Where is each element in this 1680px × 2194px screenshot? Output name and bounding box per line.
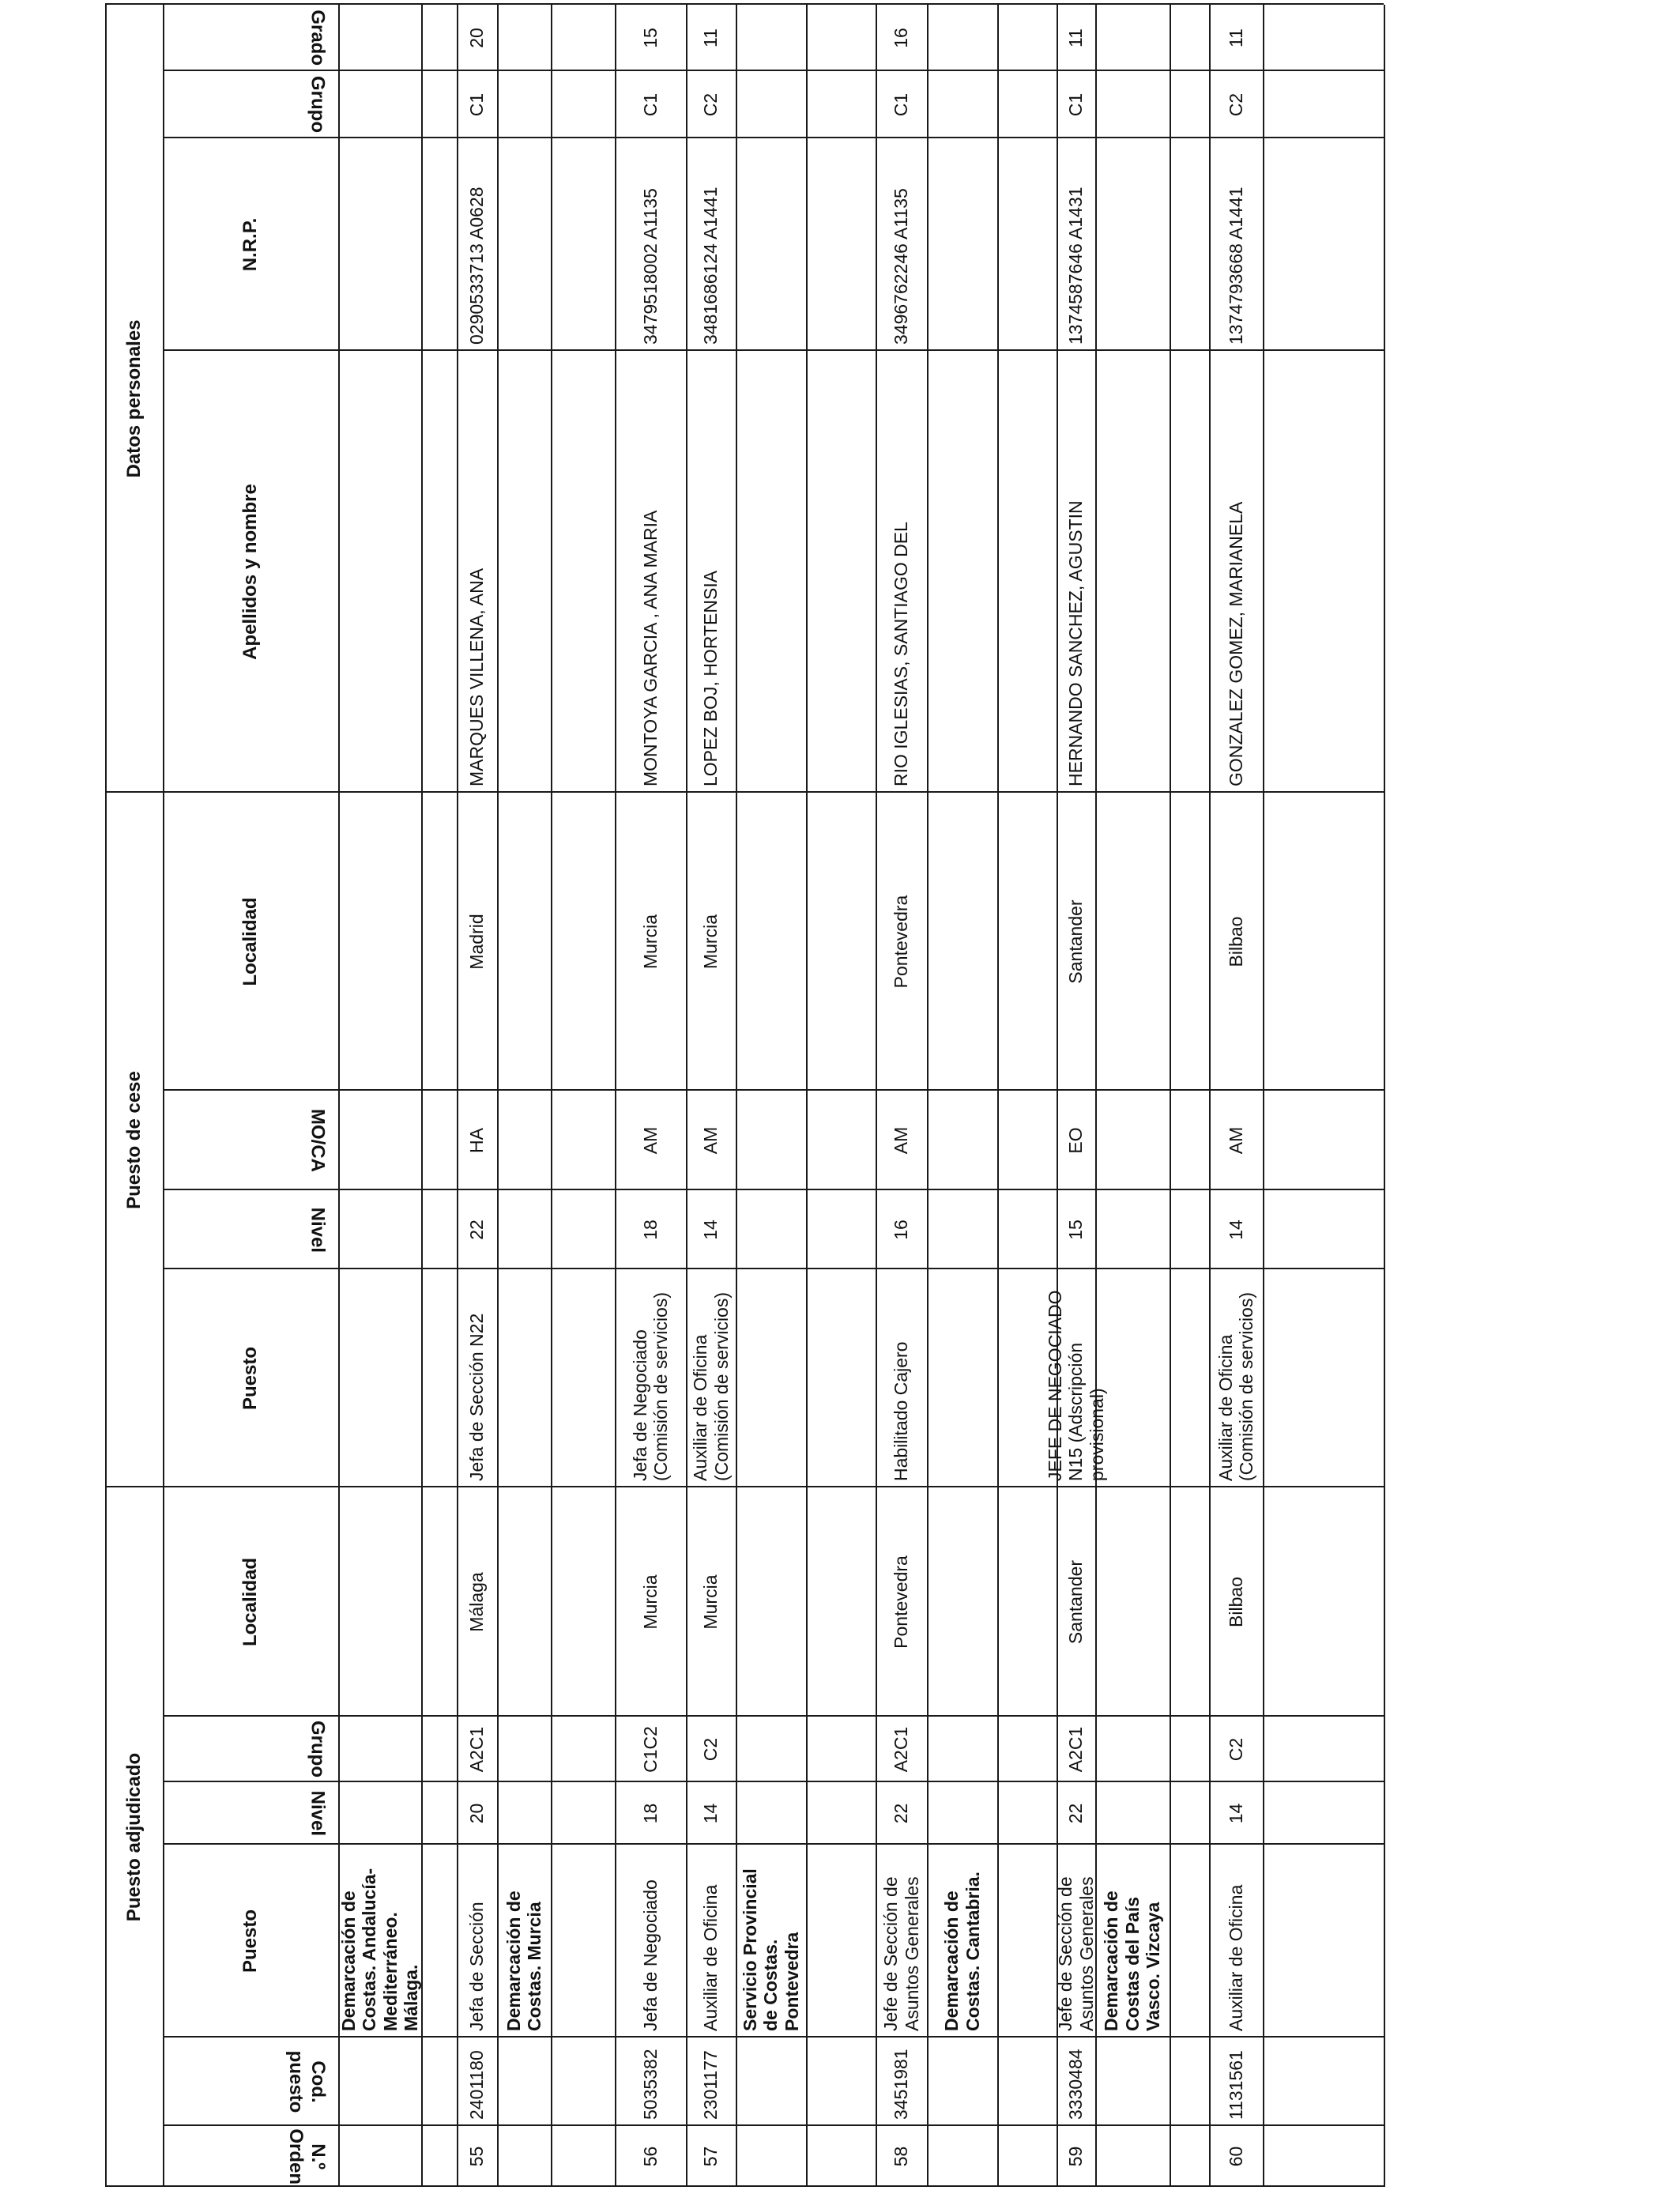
cell-cese-nivel	[457, 1190, 497, 1269]
col-header-cese-puesto-text: Puesto	[239, 1347, 262, 1411]
group-header-adjudicado-text: Puesto adjudicado	[122, 1752, 145, 1922]
col-header-cese-localidad	[163, 793, 338, 1091]
cell-puesto-text: Jefa de Negociado	[639, 1879, 661, 2031]
cell-orden	[615, 2126, 686, 2187]
col-header-p-grupo-text: Grupo	[307, 76, 329, 134]
col-header-nivel	[163, 1782, 338, 1845]
grid-line-vertical	[163, 2124, 1384, 2126]
cell-p-grado	[615, 5, 686, 71]
cell-puesto-text: Jefa de Sección	[466, 1902, 488, 2031]
cell-cese-moca	[1057, 1091, 1095, 1190]
cell-localidad	[876, 1487, 927, 1717]
cell-localidad-text: Pontevedra	[891, 1555, 912, 1649]
cell-orden	[1057, 2126, 1095, 2187]
col-header-n-orden-text: N.º Orden	[285, 2128, 329, 2185]
cell-p-grado-text: 11	[1065, 28, 1087, 47]
cell-puesto-text: Jefe de Sección de Asuntos Generales	[1055, 1876, 1097, 2031]
cell-cod-puesto	[457, 2038, 497, 2126]
col-header-cese-moca-text: MO/CA	[307, 1109, 329, 1172]
cell-cese-puesto-text: JEFE DE NEGOCIADO N15 (Adscripción provisional)	[1044, 1290, 1107, 1481]
cell-nivel	[1057, 1782, 1095, 1845]
col-header-cese-nivel-text: Nivel	[307, 1207, 329, 1253]
cell-nrp-text: 0290533713 A0628	[466, 187, 488, 345]
cell-cese-puesto-text: Auxiliar de Oficina (Comisión de servicios)	[1215, 1291, 1256, 1481]
col-header-cese-localidad-text: Localidad	[239, 897, 262, 986]
cell-grupo	[876, 1717, 927, 1782]
cell-nrp-text: 3479518002 A1135	[639, 188, 661, 345]
cell-cese-moca	[876, 1091, 927, 1190]
col-header-cod-puesto-text: Cod. puesto	[285, 2050, 329, 2113]
cell-p-grupo	[686, 71, 736, 138]
cell-orden-text: 59	[1065, 2146, 1087, 2167]
cell-cese-nivel	[686, 1190, 736, 1269]
group-header-personales-text: Datos personales	[122, 319, 145, 478]
cell-apellidos-nombre	[615, 351, 686, 793]
cell-cese-puesto-text: Jefa de Sección N22	[466, 1313, 488, 1481]
col-header-localidad	[163, 1487, 338, 1717]
cell-orden-text: 56	[639, 2146, 661, 2167]
cell-nrp-text: 3496762246 A1135	[891, 188, 912, 345]
col-header-apellidos	[163, 351, 338, 793]
cell-cese-moca-text: AM	[639, 1126, 661, 1155]
cell-puesto-text: Jefe de Sección de Asuntos Generales	[880, 1876, 922, 2031]
cell-puesto	[876, 1845, 927, 2038]
grid-line-horizontal	[806, 5, 808, 2187]
col-header-p-grado	[163, 5, 338, 71]
cell-localidad-text: Bilbao	[1225, 1577, 1246, 1627]
cell-cese-nivel-text: 18	[639, 1220, 661, 1240]
grid-line-vertical	[163, 1089, 1384, 1091]
cell-orden	[1209, 2126, 1263, 2187]
cell-p-grado-text: 16	[891, 28, 912, 48]
cell-orden	[876, 2126, 927, 2187]
cell-nivel-text: 18	[639, 1803, 661, 1824]
col-header-nrp-text: N.R.P.	[239, 217, 262, 272]
cell-grupo	[1057, 1717, 1095, 1782]
cell-cese-nivel-text: 14	[700, 1220, 721, 1240]
cell-cod-puesto	[1209, 2038, 1263, 2126]
cell-localidad-text: Murcia	[639, 1574, 661, 1630]
cell-cese-localidad-text: Murcia	[639, 914, 661, 970]
cell-p-grupo-text: C1	[466, 92, 488, 117]
cell-cese-moca	[457, 1091, 497, 1190]
grid-line-vertical	[163, 1189, 1384, 1190]
cell-cod-puesto-text: 3330484	[1065, 2049, 1087, 2120]
cell-cese-localidad	[876, 793, 927, 1091]
col-header-puesto-text: Puesto	[239, 1909, 262, 1973]
cell-puesto-text: Auxiliar de Oficina	[1225, 1884, 1246, 2031]
cell-p-grupo-text: C2	[1225, 92, 1246, 117]
section-heading-text: Servicio Provincial de Costas. Pontevedra	[739, 1868, 802, 2031]
cell-grupo-text: C2	[700, 1737, 721, 1762]
cell-nrp	[686, 138, 736, 351]
cell-apellidos-nombre	[457, 351, 497, 793]
cell-nivel	[876, 1782, 927, 1845]
cell-cese-localidad-text: Murcia	[700, 914, 721, 970]
section-heading	[497, 1845, 551, 2038]
cell-puesto	[1209, 1845, 1263, 2038]
cell-apellidos-nombre	[876, 351, 927, 793]
cell-p-grado	[686, 5, 736, 71]
grid-line-vertical	[163, 1268, 1384, 1269]
col-header-nrp	[163, 138, 338, 351]
cell-cese-puesto-text: Jefa de Negociado (Comisión de servicios)	[629, 1291, 671, 1481]
cell-p-grupo	[876, 71, 927, 138]
cell-cese-puesto	[1209, 1269, 1263, 1487]
group-header-adjudicado	[105, 1487, 163, 2187]
group-header-personales	[105, 5, 163, 793]
grid-line-horizontal	[1263, 5, 1264, 2187]
col-header-grupo	[163, 1717, 338, 1782]
cell-nrp	[1057, 138, 1095, 351]
cell-cese-moca-text: EO	[1065, 1127, 1087, 1154]
cell-nrp-text: 1374793668 A1441	[1225, 187, 1246, 345]
cell-localidad-text: Málaga	[466, 1572, 488, 1632]
cell-nrp	[457, 138, 497, 351]
cell-orden	[686, 2126, 736, 2187]
section-heading	[1095, 1845, 1170, 2038]
cell-grupo	[457, 1717, 497, 1782]
cell-p-grupo-text: C2	[700, 92, 721, 117]
grid-line-horizontal	[1170, 5, 1171, 2187]
col-header-p-grupo	[163, 71, 338, 138]
group-header-cese-text: Puesto de cese	[122, 1071, 145, 1209]
cell-cod-puesto-text: 2401180	[466, 2050, 488, 2120]
col-header-localidad-text: Localidad	[239, 1557, 262, 1647]
section-heading	[338, 1845, 421, 2038]
cell-cese-nivel	[1057, 1190, 1095, 1269]
col-header-cese-nivel	[163, 1190, 338, 1269]
cell-localidad	[615, 1487, 686, 1717]
cell-grupo-text: A2C1	[1065, 1726, 1087, 1773]
cell-cese-puesto	[457, 1269, 497, 1487]
cell-cese-nivel-text: 15	[1065, 1220, 1087, 1240]
cell-p-grupo-text: C1	[1065, 92, 1087, 117]
section-heading-text: Demarcación de Costas del País Vasco. Vizcaya	[1101, 1891, 1164, 2031]
cell-nrp	[876, 138, 927, 351]
cell-nrp-text: 3481686124 A1441	[700, 187, 721, 345]
cell-cese-moca	[615, 1091, 686, 1190]
cell-nivel-text: 22	[1065, 1803, 1087, 1824]
col-header-cese-moca	[163, 1091, 338, 1190]
cell-cese-moca-text: HA	[466, 1128, 488, 1153]
cell-cese-localidad-text: Madrid	[466, 914, 488, 970]
section-heading	[736, 1845, 806, 2038]
cell-cod-puesto	[1057, 2038, 1095, 2126]
col-header-grupo-text: Grupo	[307, 1721, 329, 1778]
cell-cod-puesto-text: 5035382	[639, 2049, 661, 2120]
cell-grupo-text: C1C2	[639, 1726, 661, 1773]
cell-cese-puesto-text: Auxiliar de Oficina (Comisión de servicios)	[690, 1291, 732, 1481]
cell-localidad	[457, 1487, 497, 1717]
cell-p-grupo	[457, 71, 497, 138]
cell-p-grupo-text: C1	[639, 92, 661, 117]
cell-p-grado	[457, 5, 497, 71]
cell-cese-puesto	[686, 1269, 736, 1487]
cell-puesto	[457, 1845, 497, 2038]
cell-puesto	[686, 1845, 736, 2038]
cell-grupo	[1209, 1717, 1263, 1782]
cell-apellidos-nombre-text: HERNANDO SANCHEZ, AGUSTIN	[1065, 500, 1087, 786]
cell-cese-puesto	[1044, 1269, 1107, 1487]
cell-cese-puesto	[876, 1269, 927, 1487]
cell-apellidos-nombre-text: RIO IGLESIAS, SANTIAGO DEL	[891, 522, 912, 786]
cell-cod-puesto-text: 1131561	[1225, 2050, 1246, 2120]
cell-localidad-text: Santander	[1065, 1559, 1087, 1645]
cell-cod-puesto	[876, 2038, 927, 2126]
cell-apellidos-nombre-text: MONTOYA GARCIA , ANA MARIA	[639, 510, 661, 786]
section-heading-text: Demarcación de Costas. Cantabria.	[941, 1872, 983, 2031]
col-header-nivel-text: Nivel	[307, 1790, 329, 1837]
cell-cod-puesto	[615, 2038, 686, 2126]
col-header-puesto	[163, 1845, 338, 2038]
cell-localidad	[686, 1487, 736, 1717]
cell-cese-nivel	[615, 1190, 686, 1269]
cell-grupo	[686, 1717, 736, 1782]
cell-orden-text: 58	[891, 2146, 912, 2167]
cell-nivel	[457, 1782, 497, 1845]
cell-apellidos-nombre	[1209, 351, 1263, 793]
cell-apellidos-nombre	[686, 351, 736, 793]
grid-line-vertical	[163, 349, 1384, 351]
cell-cese-localidad	[615, 793, 686, 1091]
cell-cese-localidad	[457, 793, 497, 1091]
cell-apellidos-nombre-text: GONZALEZ GOMEZ, MARIANELA	[1225, 501, 1246, 786]
col-header-cese-puesto	[163, 1269, 338, 1487]
cell-cese-moca-text: AM	[891, 1126, 912, 1155]
cell-cese-localidad-text: Bilbao	[1225, 916, 1246, 967]
cell-puesto-text: Auxiliar de Oficina	[700, 1884, 721, 2031]
cell-nivel	[1209, 1782, 1263, 1845]
cell-p-grado	[1057, 5, 1095, 71]
cell-apellidos-nombre-text: MARQUES VILLENA, ANA	[466, 567, 488, 786]
grid-line-horizontal	[551, 5, 552, 2187]
cell-nrp-text: 1374587646 A1431	[1065, 187, 1087, 345]
cell-nivel	[686, 1782, 736, 1845]
grid-line-vertical	[163, 70, 1384, 71]
cell-puesto	[615, 1845, 686, 2038]
cell-apellidos-nombre	[1057, 351, 1095, 793]
cell-cese-moca-text: AM	[700, 1126, 721, 1155]
cell-cese-localidad	[686, 793, 736, 1091]
cell-cese-nivel-text: 22	[466, 1220, 488, 1240]
cell-nivel-text: 22	[891, 1803, 912, 1824]
cell-cese-moca-text: AM	[1225, 1126, 1246, 1155]
section-heading	[927, 1845, 997, 2038]
cell-p-grado-text: 11	[700, 28, 721, 47]
cell-orden-text: 60	[1225, 2146, 1246, 2167]
col-header-apellidos-text: Apellidos y nombre	[239, 484, 262, 660]
section-heading-text: Demarcación de Costas. Andalucía-Mediterráneo. Málaga.	[337, 1868, 421, 2031]
cell-puesto	[1057, 1845, 1095, 2038]
grid-line-vertical	[163, 137, 1384, 138]
cell-nivel-text: 14	[1225, 1803, 1246, 1824]
cell-orden-text: 55	[466, 2146, 488, 2167]
group-header-cese	[105, 793, 163, 1487]
cell-p-grupo	[1057, 71, 1095, 138]
col-header-cod-puesto	[163, 2038, 338, 2126]
cell-localidad	[1057, 1487, 1095, 1717]
grid-line-vertical	[163, 1715, 1384, 1717]
cell-cese-moca	[1209, 1091, 1263, 1190]
cell-nrp	[1209, 138, 1263, 351]
cell-cese-localidad	[1209, 793, 1263, 1091]
cell-cese-moca	[686, 1091, 736, 1190]
cell-nivel	[615, 1782, 686, 1845]
cell-orden	[457, 2126, 497, 2187]
grid-line-horizontal	[997, 5, 999, 2187]
col-header-n-orden	[163, 2126, 338, 2187]
cell-p-grado	[1209, 5, 1263, 71]
grid-line-horizontal	[1384, 5, 1385, 2187]
section-heading-text: Demarcación de Costas. Murcia	[503, 1891, 544, 2031]
cell-orden-text: 57	[700, 2146, 721, 2167]
cell-localidad-text: Murcia	[700, 1574, 721, 1630]
cell-p-grado-text: 20	[466, 28, 488, 48]
cell-p-grado-text: 15	[639, 28, 661, 48]
cell-cese-localidad	[1057, 793, 1095, 1091]
cell-cese-puesto	[615, 1269, 686, 1487]
cell-nivel-text: 20	[466, 1803, 488, 1824]
cell-grupo-text: A2C1	[466, 1726, 488, 1773]
cell-cod-puesto-text: 2301177	[700, 2050, 721, 2120]
cell-cese-nivel-text: 14	[1225, 1220, 1246, 1240]
cell-grupo	[615, 1717, 686, 1782]
cell-cese-nivel	[1209, 1190, 1263, 1269]
cell-cese-nivel	[876, 1190, 927, 1269]
cell-nivel-text: 14	[700, 1803, 721, 1824]
cell-cese-localidad-text: Pontevedra	[891, 895, 912, 989]
cell-cod-puesto	[686, 2038, 736, 2126]
cell-apellidos-nombre-text: LOPEZ BOJ, HORTENSIA	[700, 570, 721, 786]
cell-nrp	[615, 138, 686, 351]
cell-grupo-text: A2C1	[891, 1726, 912, 1773]
cell-p-grupo-text: C1	[891, 92, 912, 117]
cell-cese-localidad-text: Santander	[1065, 899, 1087, 984]
cell-cod-puesto-text: 3451981	[891, 2049, 912, 2120]
cell-localidad	[1209, 1487, 1263, 1717]
cell-p-grupo	[1209, 71, 1263, 138]
grid-line-vertical	[163, 1781, 1384, 1782]
col-header-p-grado-text: Grado	[307, 9, 329, 66]
cell-cese-nivel-text: 16	[891, 1220, 912, 1240]
cell-p-grado	[876, 5, 927, 71]
cell-p-grupo	[615, 71, 686, 138]
cell-p-grado-text: 11	[1225, 28, 1246, 47]
cell-grupo-text: C2	[1225, 1737, 1246, 1762]
cell-cese-puesto-text: Habilitado Cajero	[891, 1341, 912, 1481]
